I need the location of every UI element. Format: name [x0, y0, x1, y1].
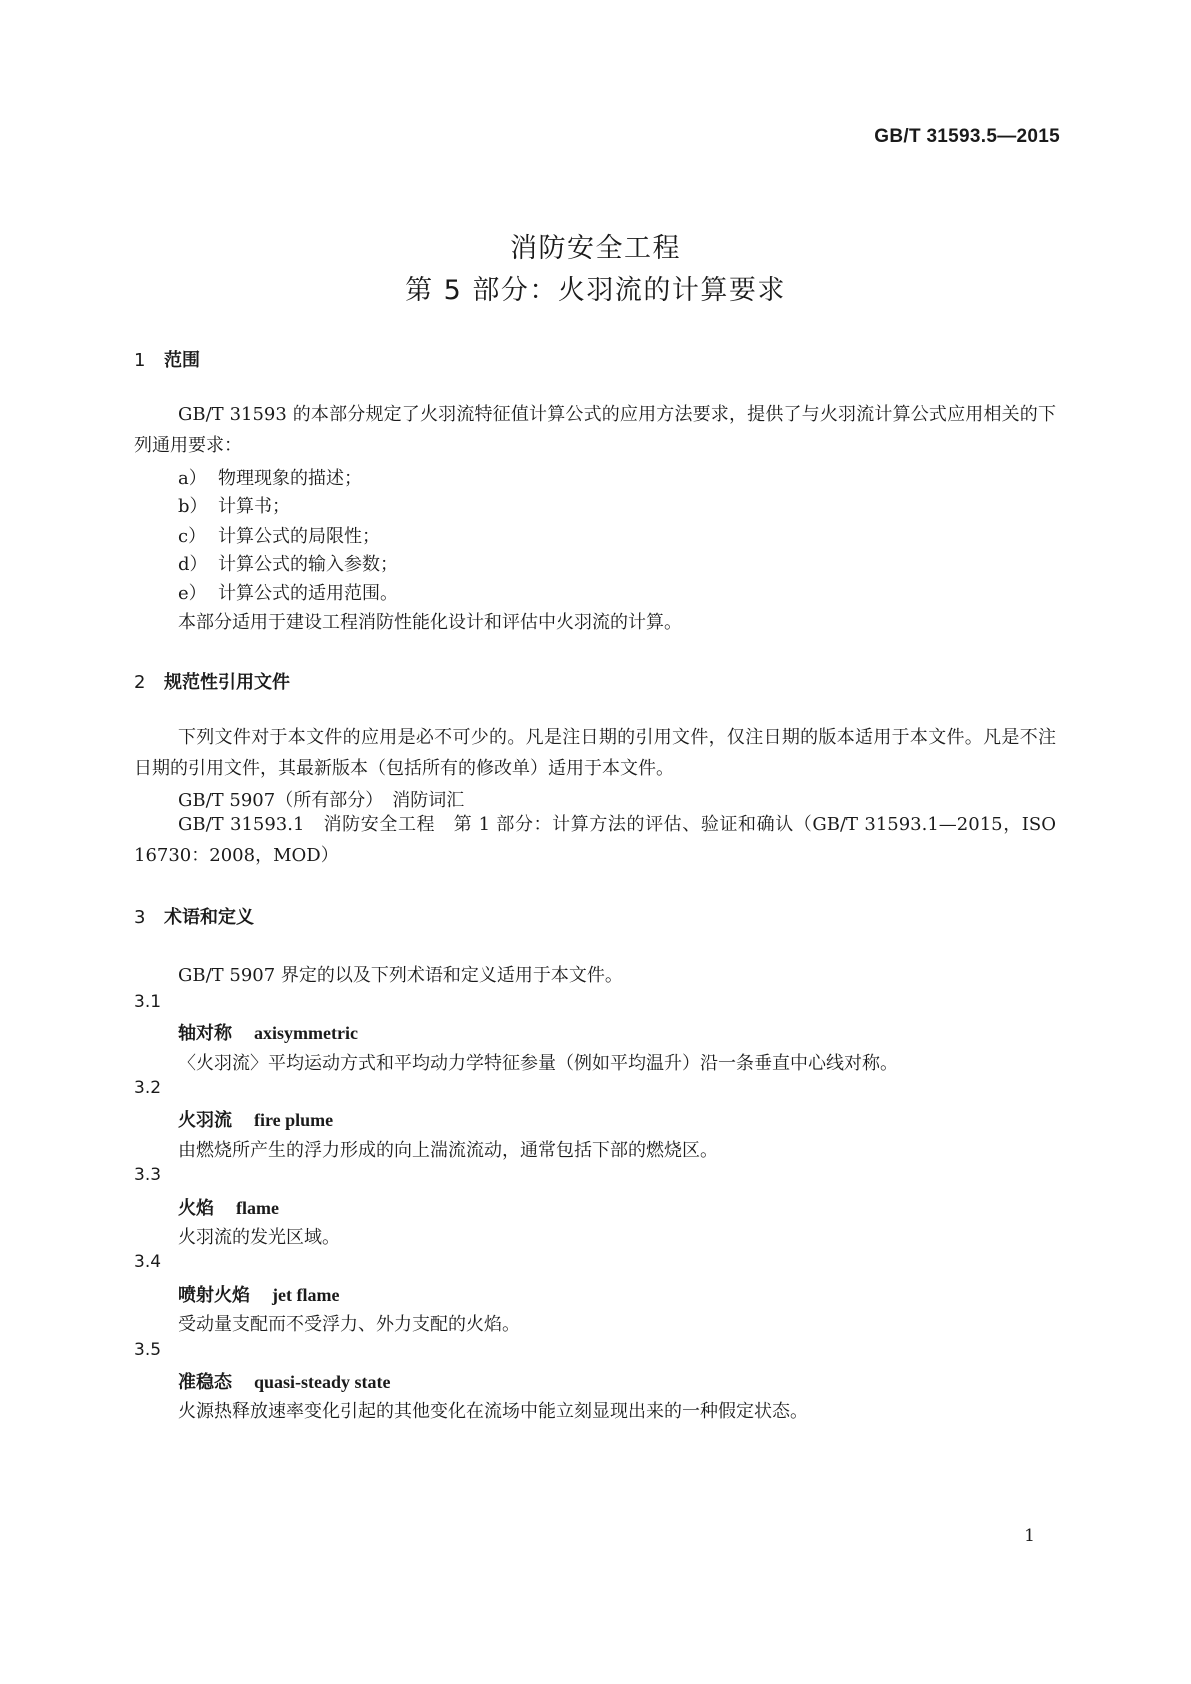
term-chinese: 火焰 — [178, 1198, 214, 1219]
term-chinese: 轴对称 — [178, 1023, 232, 1044]
list-marker: e） — [178, 583, 207, 604]
section-title: 术语和定义 — [164, 907, 254, 928]
term-number: 3.3 — [134, 1165, 162, 1185]
list-text: 计算公式的适用范围。 — [218, 583, 398, 604]
page-number: 1 — [1024, 1526, 1035, 1546]
term-number: 3.5 — [134, 1340, 162, 1360]
references-intro-paragraph: 下列文件对于本文件的应用是必不可少的。凡是注日期的引用文件，仅注日期的版本适用于本文件。凡是不注日期的引用文件，其最新版本（包括所有的修改单）适用于本文件。 — [134, 727, 1056, 779]
list-text: 计算公式的输入参数； — [218, 554, 398, 575]
list-item — [178, 550, 398, 576]
section-number: 2 — [134, 672, 146, 693]
term-heading — [178, 1368, 391, 1394]
section-title: 范围 — [164, 350, 200, 371]
term-english: fire plume — [254, 1110, 334, 1130]
reference-entry: GB/T 5907（所有部分） 消防词汇 — [178, 790, 465, 811]
term-heading — [178, 1106, 333, 1132]
standard-number: GB/T 31593.5—2015 — [874, 126, 1060, 147]
list-text: 物理现象的描述； — [218, 468, 362, 489]
list-marker: b） — [178, 496, 208, 517]
term-definition: 〈火羽流〉平均运动方式和平均动力学特征参量（例如平均温升）沿一条垂直中心线对称。 — [178, 1053, 898, 1074]
term-definition: 受动量支配而不受浮力、外力支配的火焰。 — [178, 1314, 520, 1335]
term-chinese: 喷射火焰 — [178, 1285, 250, 1306]
list-item — [178, 464, 362, 490]
scope-intro-paragraph: GB/T 31593 的本部分规定了火羽流特征值计算公式的应用方法要求，提供了与火羽流计算公式应用相关的下列通用要求： — [134, 404, 1056, 456]
term-number: 3.4 — [134, 1252, 162, 1272]
section-heading-normative-references — [134, 668, 290, 694]
document-title-line2: 第 5 部分：火羽流的计算要求 — [405, 275, 786, 306]
term-english: flame — [236, 1198, 279, 1218]
terms-intro: GB/T 5907 界定的以及下列术语和定义适用于本文件。 — [178, 965, 623, 986]
term-number: 3.2 — [134, 1078, 162, 1098]
list-marker: a） — [178, 468, 207, 489]
section-heading-scope — [134, 346, 200, 372]
term-english: jet flame — [272, 1285, 340, 1305]
list-marker: d） — [178, 554, 208, 575]
term-english: axisymmetric — [254, 1023, 358, 1043]
term-definition: 火羽流的发光区域。 — [178, 1227, 340, 1248]
list-item — [178, 492, 290, 518]
list-text: 计算书； — [218, 496, 290, 517]
section-title: 规范性引用文件 — [164, 672, 290, 693]
term-chinese: 火羽流 — [178, 1110, 232, 1131]
term-number: 3.1 — [134, 992, 162, 1012]
term-definition: 由燃烧所产生的浮力形成的向上湍流流动，通常包括下部的燃烧区。 — [178, 1140, 718, 1161]
term-heading — [178, 1019, 358, 1045]
list-marker: c） — [178, 526, 207, 547]
term-chinese: 准稳态 — [178, 1372, 232, 1393]
section-number: 3 — [134, 907, 146, 928]
list-text: 计算公式的局限性； — [218, 526, 380, 547]
list-item — [178, 579, 398, 605]
term-heading — [178, 1281, 339, 1307]
term-heading — [178, 1194, 279, 1220]
document-title-line1: 消防安全工程 — [510, 233, 681, 264]
term-definition: 火源热释放速率变化引起的其他变化在流场中能立刻显现出来的一种假定状态。 — [178, 1401, 808, 1422]
section-heading-terms — [134, 903, 254, 929]
scope-applicability: 本部分适用于建设工程消防性能化设计和评估中火羽流的计算。 — [178, 612, 682, 633]
section-number: 1 — [134, 350, 146, 371]
list-item — [178, 522, 380, 548]
reference-entry: GB/T 31593.1 消防安全工程 第 1 部分：计算方法的评估、验证和确认（GB/T 31593.1—2015，ISO 16730：2008，MOD） — [134, 814, 1056, 866]
term-english: quasi-steady state — [254, 1372, 391, 1392]
